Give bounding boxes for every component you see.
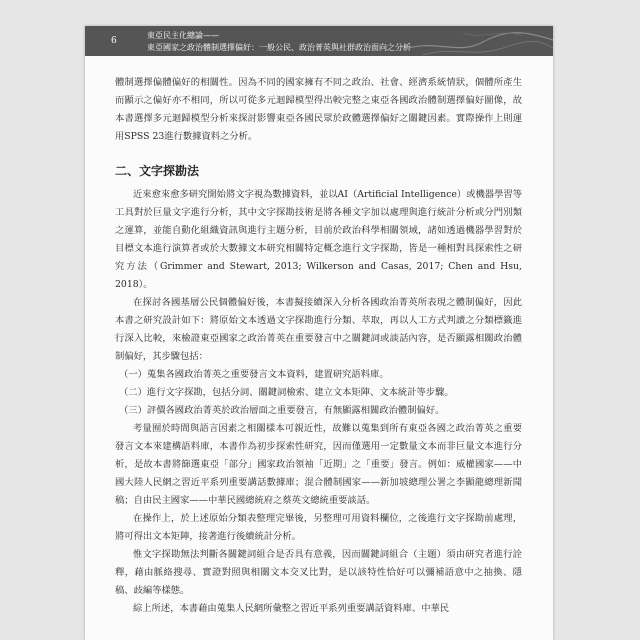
step-item-1: （一）蒐集各國政治菁英之重要發言文本資料，建置研究語料庫。 (119, 369, 389, 380)
ornament-swirl-icon (403, 28, 553, 56)
step-item-2: （二）進行文字探勘，包括分詞、關鍵詞檢索、建立文本矩陣、文本統計等步驟。 (119, 387, 454, 398)
page-body (115, 74, 522, 618)
paragraph-2: 在探討各國基層公民個體偏好後，本書擬接續深入分析各國政治菁英所表現之體制偏好，因此本書之研究設計如下：將原始文本透過文字探勘進行分類、萃取，再以人工方式判讀之分類標籤進行深入比較，來檢證東亞國家之政治菁英在重要發言中之關鍵詞或談話內容，是否顯露相關政治體制偏好，其步驟包括： (115, 297, 522, 362)
step-item-3: （三）評價各國政治菁英於政治層面之重要發言，有無顯露相關政治體制偏好。 (119, 405, 445, 416)
paragraph-intro: 體制選擇偏體偏好的相關性。因為不同的國家擁有不同之政治、社會、經濟系統情狀，個體所產生而顯示之偏好亦不相同，所以可從多元迴歸模型得出較完整之東亞各國政治體制選擇偏好圖像，故本書選擇多元迴歸模型分析來探討影響東亞各國民眾於政體選擇偏好之關鍵因素。實際操作上則運用SPSS 23進行數據資料之分析。 (115, 77, 522, 142)
paragraph-3: 考量囿於時間與語言因素之相關樣本可親近性，故難以蒐集到所有東亞各國之政治菁英之重要發言文本來建構語料庫，本書作為初步探索性研究，因而僅選用一定數量文本而非巨量文本進行分析，是故本書將篩選東亞「部分」國家政治領袖「近期」之「重要」發言。例如：威權國家——中國大陸人民網之習近平系列重要講話數據庫；混合體制國家——新加坡總理公署之李顯龍總理新聞稿；自由民主國家——中華民國總統府之蔡英文總統重要談話。 (115, 423, 522, 506)
page-number: 6 (111, 36, 117, 46)
running-header (85, 26, 553, 56)
section-heading: 二、文字探勘法 (115, 164, 200, 178)
book-page (85, 26, 553, 640)
paragraph-1: 近來愈來愈多研究開始將文字視為數據資料，並以AI（Artificial Intelligence）或機器學習等工具對於巨量文字進行分析，其中文字探勘技術是將各種文字加以處理與進行統計分析或分門別類之運算，並能自動化組織資訊與進行主題分析，目前於政治科學相關領域，諸如透過機器學習對於目標文本進行演算者或於大數據文本研究相關特定概念進行文字探勘，皆是一種相對具探索性之研究方法（Grimmer and Stewart, 2013; Wilkerson and Casas, 2017; Chen and Hsu, 2018）。 (115, 189, 522, 290)
paragraph-5: 惟文字探勘無法判斷各關鍵詞組合是否具有意義，因而關鍵詞組合（主題）須由研究者進行詮釋，藉由脈絡搜尋、實證對照與相關文本交叉比對，是以該特性恰好可以彌補語意中之抽換、隱稿、歧編等樣態。 (115, 549, 522, 596)
book-subtitle: 東亞國家之政治體制選擇偏好：一般公民、政治菁英與社群政治面向之分析 (147, 43, 411, 52)
paragraph-4: 在操作上，於上述原始分類表整理完畢後，另整理可用資料欄位，之後進行文字探勘前處理，將可得出文本矩陣，接著進行後續統計分析。 (115, 513, 522, 542)
paragraph-6: 綜上所述，本書藉由蒐集人民網所彙整之習近平系列重要講話資料庫、中華民 (133, 603, 450, 614)
series-title: 東亞民主化總論—— (147, 31, 219, 40)
